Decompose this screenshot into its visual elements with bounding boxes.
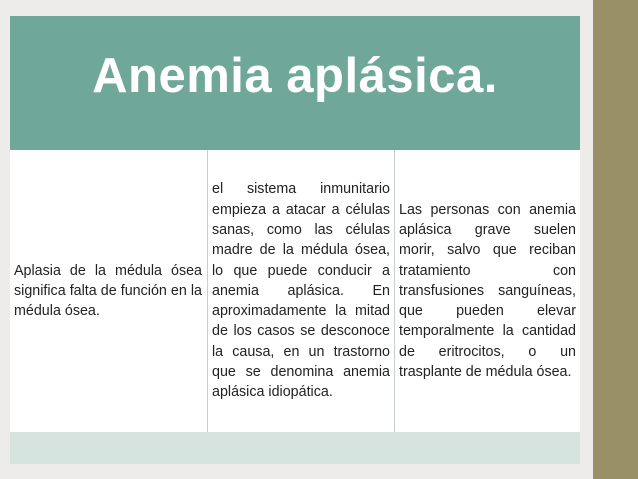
table-cell-treatment <box>394 150 580 432</box>
table-cell-definition <box>10 150 206 432</box>
table-footer <box>10 432 580 464</box>
accent-stripe <box>593 0 638 479</box>
slide-title: Anemia aplásica. <box>92 49 498 103</box>
cell-text: el sistema inmunitario empieza a atacar a células sanas, como las células madre de la médula ósea, lo que puede conducir a anemia aplásica. En aproximadamente la mitad de los casos se desconoce la causa, en un trastorno que se denomina anemia aplásica idiopática. <box>212 181 390 401</box>
cell-text: Aplasia de la médula ósea significa falta de función en la médula ósea. <box>14 262 202 320</box>
cell-text: Las personas con anemia aplásica grave suelen morir, salvo que reciban tratamiento con transfusiones sanguíneas, que pueden elevar temporalmente la cantidad de eritrocitos, o un trasplante de médula ósea. <box>399 201 576 381</box>
table-row <box>10 150 580 432</box>
table-cell-causes <box>207 150 394 432</box>
